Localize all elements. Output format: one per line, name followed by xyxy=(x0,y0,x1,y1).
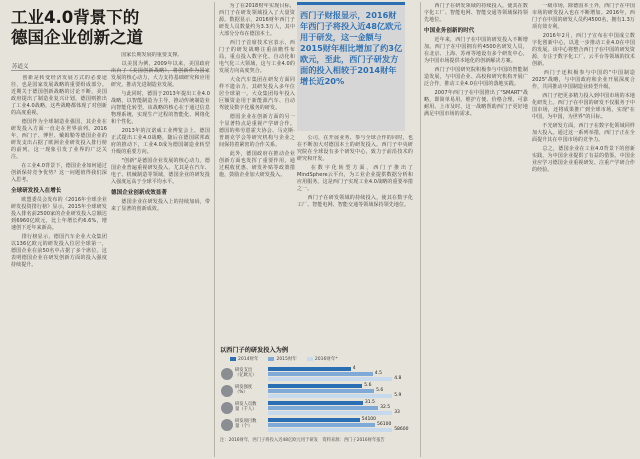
bar xyxy=(268,401,363,405)
paragraph: 在数字化转型方面，西门子推出了MindSphere云平台，为工业企业提供数据分析和应用服务。这是西门子实现工业4.0战略的重要举措之一。 xyxy=(297,165,413,192)
legend-item: 2015财年 xyxy=(268,356,296,362)
figure-title: 以西门子的研发投入为例 xyxy=(220,347,289,354)
category-label: 研发支出（亿欧元） xyxy=(235,368,257,378)
bar-value-label: 5.6 xyxy=(376,388,384,393)
paragraph: 不光研发方面，西门子在数字化领域同样加大投入。通过这一系列举措，西门子正在全面提升其在中国市场的竞争力。 xyxy=(532,123,635,143)
category-icon xyxy=(221,419,233,431)
paragraph: 2016年2月，西门子宣布在中国成立数字化创新中心，以进一步推动工业4.0在中国的发展。该中心将整合西门子在中国的研发资源，专注于数字化工厂、云平台等领域的技术创新。 xyxy=(532,33,635,67)
bar xyxy=(268,372,373,376)
category-label: 研发人员数量（千人） xyxy=(235,402,257,412)
bar-value-label: 4.5 xyxy=(374,371,382,376)
paragraph: 以美国为例，2009年以来，美国政府出台了《美国创新战略》，将创新作为国家发展的核心动力，大力支持基础研究和应用研究，推动先进制造业发展。 xyxy=(111,61,210,88)
column-6 xyxy=(532,3,635,455)
paragraph: 西门子在研发领域的持续投入，使其在数字化工厂、智能电网、智能交通等领域保持领先地位。 xyxy=(297,195,413,208)
paragraph: 西门子首席技术官表示，西门子的研发战略注重前瞻性布局，重点投入数字化、自动化和电气化三大领域，这与工业4.0的发展方向高度契合。 xyxy=(219,40,295,74)
column-5 xyxy=(424,3,528,455)
paragraph: 德国企业在研发投入上的持续加码，带来了显著的创新成效。 xyxy=(111,199,210,212)
paragraph: 德国企业在创新方面的另一个显著特点是重视产学研合作。德国的弗劳恩霍夫协会、马克斯·普朗克学会等研究机构与企业之间保持着紧密的合作关系。 xyxy=(219,114,295,148)
paragraph: 在工业4.0背景下，德国企业如何通过创新保持竞争优势？这一问题值得我们深入思考。 xyxy=(11,163,107,183)
paragraph: 德国作为全球制造业强国，其企业在研发投入方面一直走在世界前列。2016年，西门子、博世、戴姆勒等德国企业的研发支出占据了欧洲企业研发投入排行榜的前列，这一现象引发了业界的广泛关注。 xyxy=(11,119,107,160)
category-label: 研发项目数量（个） xyxy=(235,419,257,429)
category-icon xyxy=(221,385,233,397)
paragraph: 近年来，西门子在中国的研发投入不断增加。西门子在中国拥有约4500名研发人员，在北京、上海、苏州等地设有多个研发中心，为中国市场提供本地化的创新解决方案。 xyxy=(424,37,528,64)
category-icon xyxy=(221,368,233,380)
legend-item: 2014财年 xyxy=(230,356,258,362)
bar xyxy=(268,389,374,393)
paragraph: 总之，德国企业在工业4.0背景下的创新实践，为中国企业提供了有益的借鉴。中国企业应学习德国企业重视研发、注重产学研合作的经验。 xyxy=(532,146,635,173)
paragraph: 与此同时，德国于2013年提出工业4.0战略，以智能制造为主导，推动传统制造业向智能化转型。该战略的核心在于通过信息物理系统，实现生产过程的智能化、网络化和个性化。 xyxy=(111,91,210,125)
paragraph: 欧盟委员会发布的《2016年全球企业研发投资排行榜》显示，2015年全球研发投入排名前2500家的企业研发投入总额达到6960亿欧元，比上年增长约6.6%，增速创下近年来新高。 xyxy=(11,197,107,231)
paragraph: 西门子把更多精力投入到中国市场的本地化研发上。西门子在中国的研发不仅服务于中国市场，还将成果推广到全球市场，实现"在中国，为中国，为世界"的目标。 xyxy=(532,93,635,120)
bar-value-label: 4 xyxy=(352,366,356,371)
paragraph: 一级市场，除德国本土外，西门子在中国市场的研发投入也在不断增加。2016年，西门子在中国的研发人员约4500名，拥有1.3万项有效专利。 xyxy=(532,3,635,30)
bar-value-label: 5.9 xyxy=(394,393,402,398)
column-3 xyxy=(219,3,295,338)
title-line-1: 工业4.0背景下的 xyxy=(11,8,140,27)
legend-swatch xyxy=(230,357,236,361)
column-rule xyxy=(420,2,421,457)
section-heading: 中国业务创新的时代 xyxy=(424,28,475,34)
callout-text: 西门子财报显示，2016财年西门子将投入近48亿欧元用于研发，这一金额与2015财年相比增加了约3亿欧元，至此，西门子研发方面的投入相较于2014财年增长近20% xyxy=(300,10,403,86)
bar xyxy=(268,418,360,422)
legend-item: 2016财年* xyxy=(307,356,338,362)
column-4 xyxy=(297,135,413,338)
bar xyxy=(268,428,392,432)
bar-value-label: 54100 xyxy=(361,417,377,422)
paragraph: 西门子还积极参与中国的"中国制造2025"战略，与中国政府和企业开展深度合作，共同推动中国制造业转型升级。 xyxy=(532,70,635,90)
bar-value-label: 31.5 xyxy=(364,400,375,405)
paragraph: 2007年西门子在中国推出了"SMART"战略，即简单易用、维护方便、价格合理、可靠耐用、上市及时，这一战略帮助西门子更好地满足中国市场的需求。 xyxy=(424,90,528,117)
author-byline: 苏道义 xyxy=(12,64,29,70)
paragraph: 2013年的汉诺威工业博览会上，德国正式提出工业4.0战略，随后在德国联邦政府的推动下，工业4.0成为德国制造业转型升级的重要方向。 xyxy=(111,128,210,155)
paragraph: "创新"是德国企业发展的核心动力。德国企业普遍重视研发投入，尤其是在汽车、电子、机械制造等领域，德国企业的研发投入强度远高于全球平均水平。 xyxy=(111,158,210,185)
bar xyxy=(268,406,378,410)
title-line-2: 德国企业创新之道 xyxy=(11,28,143,47)
paragraph: 此外，德国政府在推动企业创新方面也发挥了重要作用，通过税收优惠、研发补贴等政策措施，鼓励企业加大研发投入。 xyxy=(219,151,295,178)
section-heading: 德国企业创新成效显著 xyxy=(111,190,168,196)
paragraph: 为了在2018财年实现目标，西门子在研发领域投入了大量资源。数据显示，2016财年西门子研发人员数量约为3.3万人，其中大部分分布在德国本土。 xyxy=(219,3,295,37)
figure-caption: 注：2016财年，西门子将投入近48亿欧元用于研发 资料来源：西门子2016财年报告 xyxy=(220,438,385,443)
paragraph: 西门子在研发领域的持续投入，使其在数字化工厂、智能电网、智能交通等领域保持领先地位。 xyxy=(424,3,528,23)
bar-value-label: 58600 xyxy=(394,427,409,432)
category-label: 研发强度（%） xyxy=(235,385,253,395)
article-title xyxy=(11,8,206,48)
bar-value-label: 56100 xyxy=(377,422,392,427)
bar xyxy=(268,411,392,415)
bar-value-label: 33 xyxy=(394,410,400,415)
legend-swatch xyxy=(268,357,274,361)
paragraph: 排行榜显示，德国汽车企业大众集团以136亿欧元的研发投入位居全球第一，德国企业在前50名中占据了多个席位。这表明德国企业在研发创新方面的投入强度持续提升。 xyxy=(11,234,107,268)
bar-value-label: 32.5 xyxy=(380,405,391,410)
paragraph: 西门子中国研究院积极参与中国的智能制造发展，与中国企业、高校和研究机构开展广泛合作，推动工业4.0在中国的落地实践。 xyxy=(424,67,528,87)
figure-legend xyxy=(230,356,338,362)
paragraph: 公司，在开展业务、参与全球合作的同时，也在不断加大对德国本土的研发投入。西门子中央研究院在全球设有多个研发中心，致力于前沿技术的研究和开发。 xyxy=(297,135,413,162)
column-1 xyxy=(11,75,107,455)
paragraph: 国家长期发展的重要支撑。 xyxy=(111,52,183,58)
paragraph: 大众汽车集团在研发方面同样不遗余力，其研发投入多年位居全球第一。大众集团每年投入巨额资金用于新能源汽车、自动驾驶及数字化服务的研发。 xyxy=(219,77,295,111)
section-heading: 全球研发投入在增长 xyxy=(11,188,62,194)
bar xyxy=(268,377,392,381)
bar xyxy=(268,423,375,427)
category-icon xyxy=(221,402,233,414)
bar-value-label: 5.6 xyxy=(364,383,372,388)
bar-value-label: 4.8 xyxy=(394,376,402,381)
legend-swatch xyxy=(307,357,313,361)
column-rule xyxy=(214,2,215,457)
bar xyxy=(268,394,392,398)
bar xyxy=(268,367,351,371)
bar xyxy=(268,384,362,388)
paragraph: 创新是转变经济发展方式的必要途径，也是国家发展战略的重要组成部分。近期关于德国创新战略的讨论不断，美国政府提出了制造业复兴计划，德国则推出了工业4.0战略，这些战略都体现了对创新的高度重视。 xyxy=(11,75,107,116)
column-2 xyxy=(111,52,210,455)
